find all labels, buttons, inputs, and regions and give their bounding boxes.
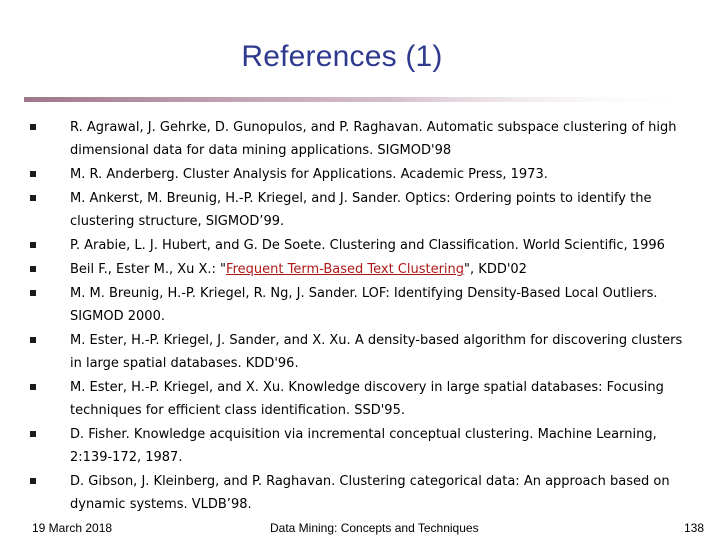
reference-item	[30, 376, 690, 422]
square-bullet-icon	[30, 431, 36, 437]
reference-item	[30, 282, 690, 328]
reference-link-frequent-term-based-text-clustering[interactable]: Frequent Term-Based Text Clustering	[226, 262, 465, 277]
reference-text: M. M. Breunig, H.-P. Kriegel, R. Ng, J. Sander. LOF: Identifying Density-Based Local Outliers. SIGMOD 2000.	[70, 286, 658, 324]
square-bullet-icon	[30, 266, 36, 272]
reference-item	[30, 234, 690, 257]
slide-title: References (1)	[241, 40, 443, 73]
reference-item	[30, 329, 690, 375]
footer-date: 19 March 2018	[32, 521, 113, 535]
reference-text: R. Agrawal, J. Gehrke, D. Gunopulos, and P. Raghavan. Automatic subspace clustering of high dimensional data for data mining applications. SIGMOD'98	[70, 120, 677, 158]
reference-item	[30, 163, 690, 186]
square-bullet-icon	[30, 384, 36, 390]
square-bullet-icon	[30, 242, 36, 248]
reference-item	[30, 470, 690, 516]
reference-item	[30, 116, 690, 162]
reference-item	[30, 258, 690, 281]
page-number: 138	[683, 521, 704, 535]
square-bullet-icon	[30, 195, 36, 201]
square-bullet-icon	[30, 337, 36, 343]
reference-text: M. Ester, H.-P. Kriegel, J. Sander, and X. Xu. A density-based algorithm for discovering clusters in large spatial databases. KDD'96.	[70, 333, 683, 371]
reference-text: M. Ankerst, M. Breunig, H.-P. Kriegel, and J. Sander. Optics: Ordering points to identify the clustering structure, SIGMOD’99.	[70, 191, 652, 229]
reference-item	[30, 423, 690, 469]
reference-text: D. Gibson, J. Kleinberg, and P. Raghavan. Clustering categorical data: An approach based on dynamic systems. VLDB’98.	[70, 474, 670, 512]
reference-text-suffix: ", KDD'02	[464, 262, 527, 277]
square-bullet-icon	[30, 124, 36, 130]
square-bullet-icon	[30, 290, 36, 296]
reference-text: P. Arabie, L. J. Hubert, and G. De Soete. Clustering and Classification. World Scientific, 1996	[70, 238, 665, 253]
square-bullet-icon	[30, 478, 36, 484]
reference-text: M. Ester, H.-P. Kriegel, and X. Xu. Knowledge discovery in large spatial databases: Focusing techniques for efficient class identification. SSD'95.	[70, 380, 664, 418]
square-bullet-icon	[30, 171, 36, 177]
reference-list	[30, 116, 690, 517]
reference-item	[30, 187, 690, 233]
reference-text-prefix: Beil F., Ester M., Xu X.: "	[70, 262, 227, 277]
title-divider	[24, 97, 696, 103]
reference-text: M. R. Anderberg. Cluster Analysis for Applications. Academic Press, 1973.	[70, 167, 548, 182]
reference-text: D. Fisher. Knowledge acquisition via incremental conceptual clustering. Machine Learning, 2:139-172, 1987.	[70, 427, 657, 465]
footer-course-title: Data Mining: Concepts and Techniques	[270, 521, 479, 535]
